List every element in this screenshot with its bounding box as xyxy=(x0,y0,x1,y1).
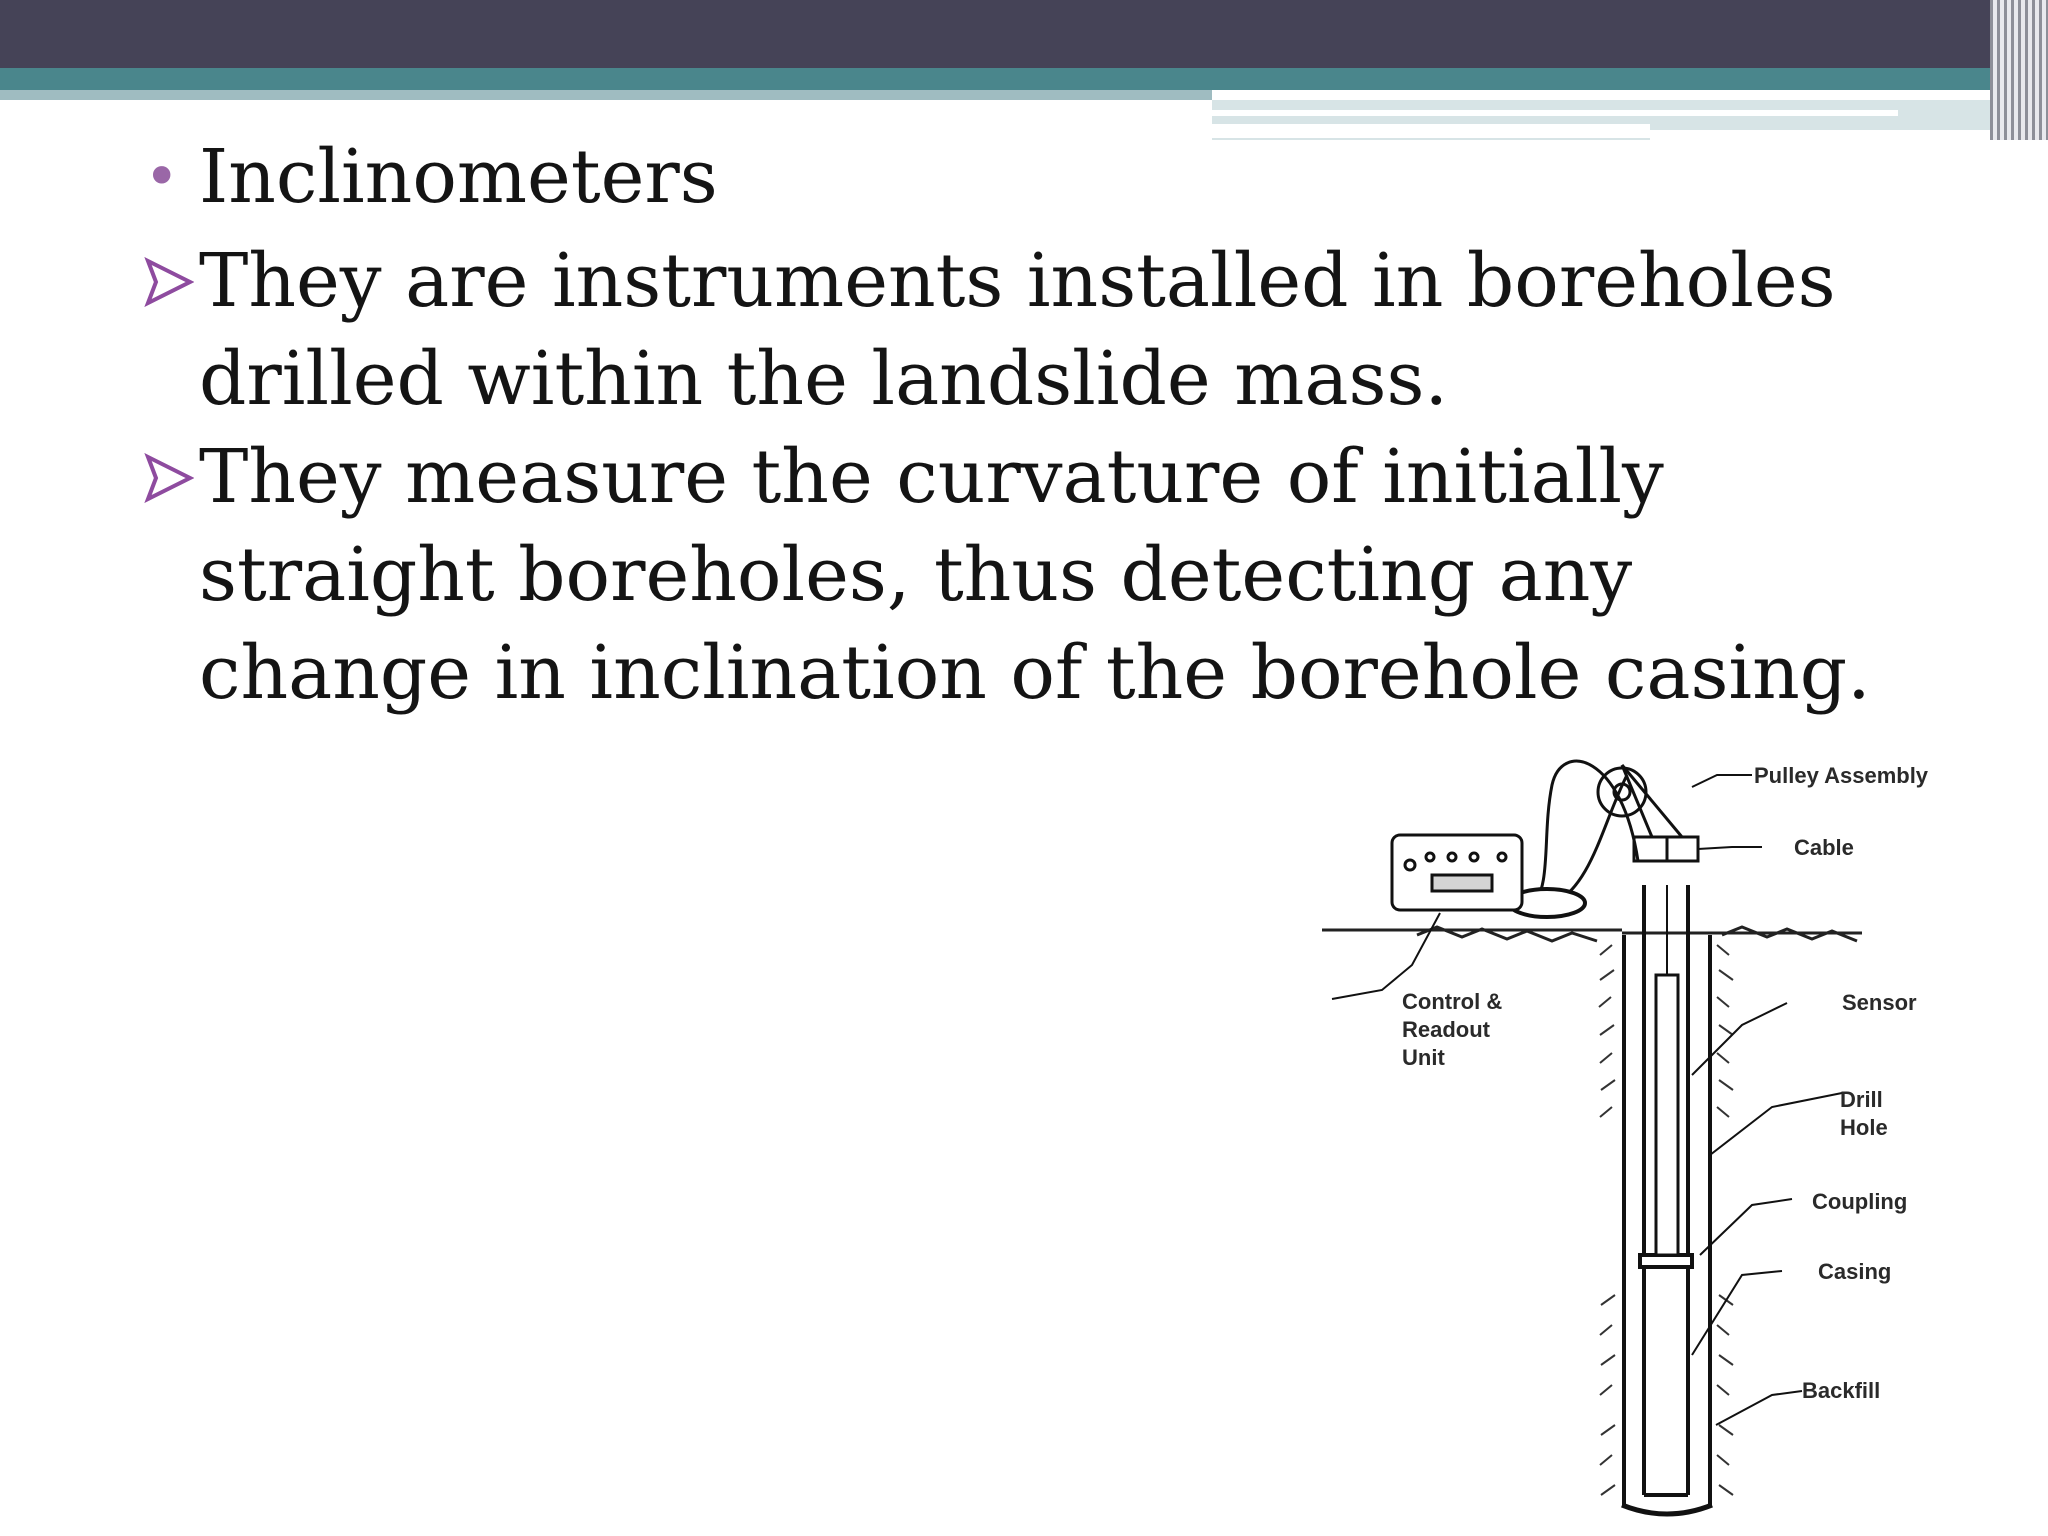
label-pulley-assembly: Pulley Assembly xyxy=(1754,763,1929,788)
label-control-line-3: Unit xyxy=(1402,1045,1445,1070)
label-backfill: Backfill xyxy=(1802,1378,1881,1403)
label-drill-line-1: Drill xyxy=(1840,1087,1883,1112)
label-sensor: Sensor xyxy=(1842,990,1917,1015)
sensor-probe xyxy=(1656,885,1678,1255)
header-edge-stripes xyxy=(1990,0,2048,140)
label-casing: Casing xyxy=(1818,1259,1892,1284)
ground-surface xyxy=(1322,927,1862,941)
bullet-title-text: Inclinometers xyxy=(199,134,718,220)
slide-content xyxy=(144,128,1904,722)
arrow-point-1-text: They are instruments installed in boreholes drilled within the landslide mass. xyxy=(199,238,1836,422)
arrow-bullet-icon xyxy=(144,232,194,331)
label-coupling: Coupling xyxy=(1812,1189,1908,1214)
control-readout-unit xyxy=(1392,835,1522,910)
label-drill-line-2: Hole xyxy=(1840,1115,1888,1140)
arrow-bullet-icon xyxy=(144,428,194,527)
header-band-dark xyxy=(0,0,2048,68)
label-control-line-2: Readout xyxy=(1402,1017,1490,1042)
arrow-point-2-text: They measure the curvature of initially straight boreholes, thus detecting any change in inclination of the borehole casing. xyxy=(199,434,1871,716)
inclinometer-diagram xyxy=(1322,735,2002,1531)
bullet-dot-icon: • xyxy=(144,142,180,212)
header-rule-upper xyxy=(1212,110,1898,116)
pulley-assembly xyxy=(1598,765,1698,861)
arrow-point-2 xyxy=(144,428,1904,722)
label-control-line-1: Control & xyxy=(1402,989,1503,1014)
header-band-teal xyxy=(0,68,2048,90)
arrow-point-1 xyxy=(144,232,1904,428)
label-cable: Cable xyxy=(1794,835,1854,860)
bullet-item-title xyxy=(144,128,1904,226)
header-band-light xyxy=(0,90,1212,100)
